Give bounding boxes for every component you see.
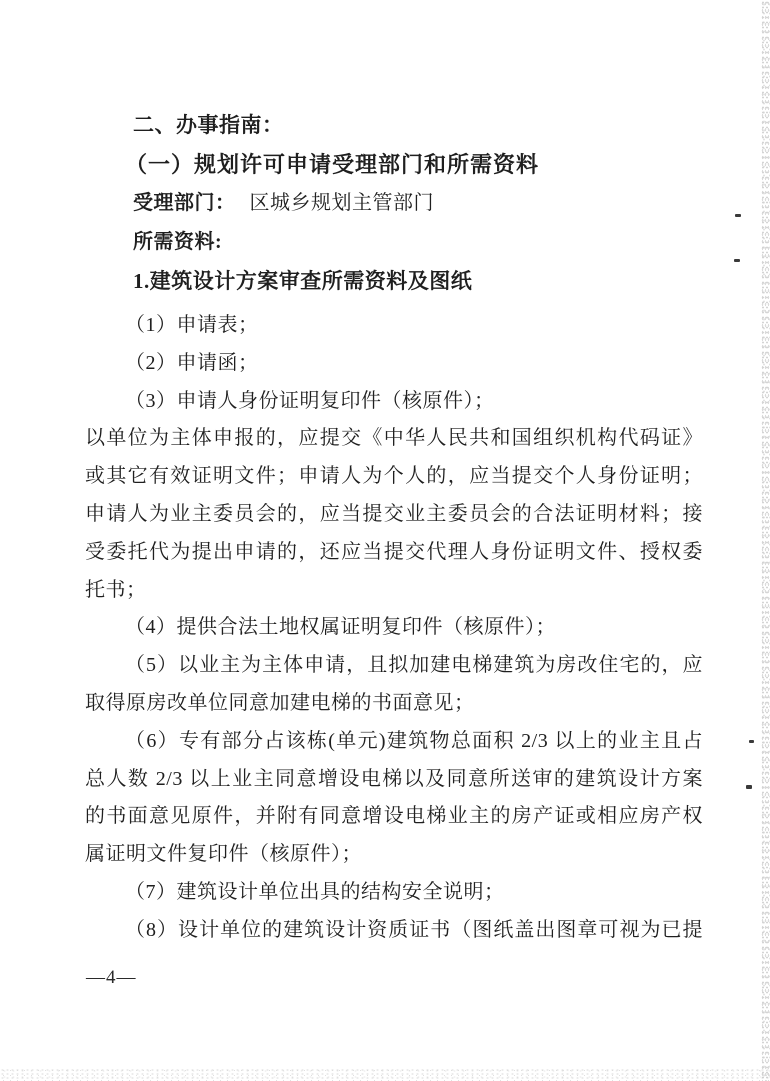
list-item-6: （6）专有部分占该栋(单元)建筑物总面积 2/3 以上的业主且占 xyxy=(125,729,703,752)
body-line: 取得原房改单位同意加建电梯的书面意见； xyxy=(85,691,475,714)
body-line: 或其它有效证明文件；申请人为个人的，应当提交个人身份证明； xyxy=(85,465,703,488)
document-body xyxy=(85,106,703,950)
accepting-department-value: 区城乡规划主管部门 xyxy=(249,192,434,214)
scan-speck xyxy=(749,740,754,743)
scan-speck xyxy=(735,214,741,217)
scan-speck xyxy=(746,785,752,789)
list-item-7: （7）建筑设计单位出具的结构安全说明； xyxy=(125,880,505,903)
page-number: —4— xyxy=(86,967,137,988)
required-materials-label: 所需资料: xyxy=(133,231,223,253)
accepting-department-line xyxy=(85,184,703,223)
list-item-4: （4）提供合法土地权属证明复印件（核原件）； xyxy=(125,616,556,639)
body-line: 的书面意见原件，并附有同意增设电梯业主的房产证或相应房产权 xyxy=(85,805,703,828)
scan-speck xyxy=(734,259,740,262)
list-item-8: （8）设计单位的建筑设计资质证书（图纸盖出图章可视为已提 xyxy=(125,918,703,941)
list-item-5: （5）以业主为主体申请，且拟加建电梯建筑为房改住宅的，应 xyxy=(125,654,703,677)
item-1-heading: 1.建筑设计方案审查所需资料及图纸 xyxy=(133,269,473,293)
list-item-2: （2）申请函； xyxy=(125,351,259,374)
list-item-1: （1）申请表； xyxy=(125,314,259,336)
body-line: 托书； xyxy=(85,578,147,601)
section-heading: 二、办事指南： xyxy=(133,114,284,137)
body-line: 申请人为业主委员会的，应当提交业主委员会的合法证明材料；接 xyxy=(85,502,703,525)
scan-noise-right-edge xyxy=(761,0,770,1081)
subsection-heading: （一）规划许可申请受理部门和所需资料 xyxy=(125,152,540,177)
body-line: 以单位为主体申报的，应提交《中华人民共和国组织机构代码证》 xyxy=(85,427,703,450)
accepting-department-label: 受理部门： xyxy=(133,192,236,214)
body-line: 受委托代为提出申请的，还应当提交代理人身份证明文件、授权委 xyxy=(85,540,703,563)
body-line: 总人数 2/3 以上业主同意增设电梯以及同意所送审的建筑设计方案 xyxy=(85,767,703,790)
list-item-3: （3）申请人身份证明复印件（核原件）； xyxy=(125,389,495,412)
body-line: 属证明文件复印件（核原件）； xyxy=(85,843,362,866)
scan-noise-bottom-edge xyxy=(0,1068,770,1081)
